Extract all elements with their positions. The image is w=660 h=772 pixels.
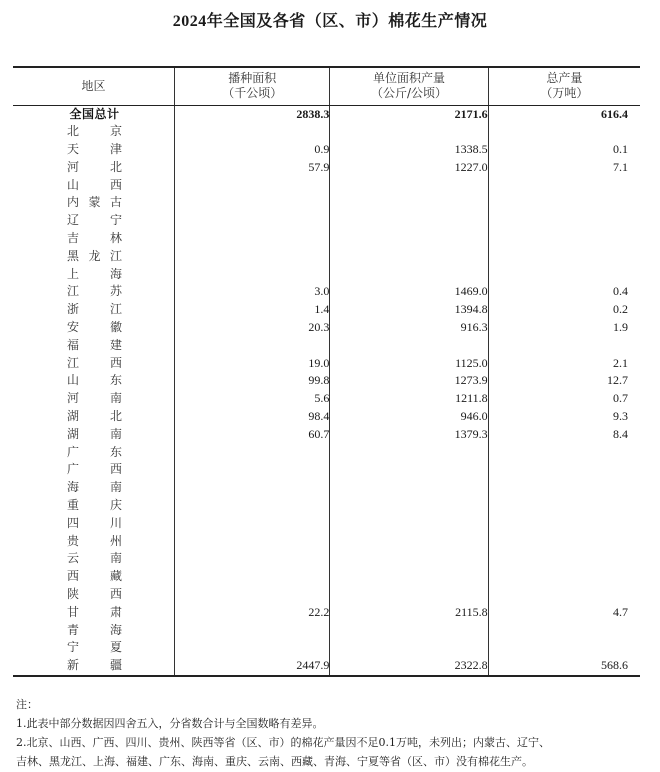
table-row: [13, 444, 640, 462]
sown-area-cell: [175, 177, 330, 195]
yield-cell: 2115.8: [330, 604, 488, 622]
table-row: [13, 568, 640, 586]
output-cell: 0.4: [488, 283, 640, 301]
yield-cell: [330, 515, 488, 533]
sown-area-cell: 99.8: [175, 372, 330, 390]
region-cell: [13, 426, 175, 444]
sown-area-cell: 60.7: [175, 426, 330, 444]
table-row: [13, 337, 640, 355]
region-cell: [13, 283, 175, 301]
table-row: [13, 479, 640, 497]
sown-area-cell: [175, 533, 330, 551]
table-row: [13, 426, 640, 444]
output-cell: 0.1: [488, 141, 640, 159]
table-row: [13, 266, 640, 284]
region-name: 福 建: [67, 337, 122, 352]
output-cell: [488, 639, 640, 657]
output-cell: [488, 568, 640, 586]
region-cell: [13, 604, 175, 622]
sown-area-cell: 98.4: [175, 408, 330, 426]
note-line: 吉林、黑龙江、上海、福建、广东、海南、重庆、云南、西藏、青海、宁夏等省（区、市）没有棉花生产。: [16, 755, 533, 768]
sown-area-cell: [175, 123, 330, 141]
yield-cell: 916.3: [330, 319, 488, 337]
region-name: 广 东: [67, 444, 122, 459]
page-title: 2024年全国及各省（区、市）棉花生产情况: [172, 13, 488, 30]
output-cell: 9.3: [488, 408, 640, 426]
sown-area-cell: 5.6: [175, 390, 330, 408]
output-cell: 0.7: [488, 390, 640, 408]
yield-cell: [330, 123, 488, 141]
output-cell: [488, 550, 640, 568]
region-cell: [13, 657, 175, 676]
output-cell: 0.2: [488, 301, 640, 319]
table-row: [13, 533, 640, 551]
yield-cell: 1227.0: [330, 159, 488, 177]
sown-area-cell: [175, 461, 330, 479]
output-cell: [488, 461, 640, 479]
region-cell: [13, 622, 175, 640]
header-total-output: 总产量 （万吨）: [488, 67, 640, 105]
cotton-production-table: [13, 66, 640, 677]
region-name: 北 京: [67, 124, 122, 139]
sown-area-cell: [175, 444, 330, 462]
region-cell: [13, 444, 175, 462]
sown-area-cell: [175, 639, 330, 657]
region-name: 河 南: [67, 391, 122, 406]
table-row: [13, 622, 640, 640]
region-name: 广 西: [67, 462, 122, 477]
region-name: 贵 州: [67, 533, 122, 548]
region-name: 全国总计: [69, 106, 120, 121]
region-cell: [13, 266, 175, 284]
table-row: [13, 515, 640, 533]
yield-cell: 2171.6: [330, 105, 488, 123]
region-cell: [13, 141, 175, 159]
yield-cell: [330, 461, 488, 479]
yield-cell: 1379.3: [330, 426, 488, 444]
region-cell: [13, 497, 175, 515]
yield-cell: [330, 177, 488, 195]
yield-cell: 1125.0: [330, 355, 488, 373]
table-row: [13, 408, 640, 426]
yield-cell: [330, 533, 488, 551]
sown-area-cell: [175, 248, 330, 266]
region-cell: [13, 372, 175, 390]
yield-cell: [330, 266, 488, 284]
region-name: 上 海: [67, 266, 122, 281]
region-name: 天 津: [67, 142, 122, 157]
region-name: 新 疆: [67, 658, 122, 673]
table-row: [13, 639, 640, 657]
sown-area-cell: [175, 212, 330, 230]
region-cell: [13, 319, 175, 337]
output-cell: [488, 177, 640, 195]
sown-area-cell: 22.2: [175, 604, 330, 622]
yield-cell: [330, 444, 488, 462]
region-name: 云 南: [67, 551, 122, 566]
region-cell: [13, 550, 175, 568]
output-cell: 12.7: [488, 372, 640, 390]
sown-area-cell: [175, 337, 330, 355]
table-row: [13, 105, 640, 123]
output-cell: [488, 212, 640, 230]
sown-area-cell: 0.9: [175, 141, 330, 159]
sown-area-cell: [175, 515, 330, 533]
yield-cell: [330, 586, 488, 604]
yield-cell: [330, 497, 488, 515]
sown-area-cell: 20.3: [175, 319, 330, 337]
region-name: 吉 林: [67, 231, 122, 246]
region-cell: [13, 212, 175, 230]
sown-area-cell: [175, 622, 330, 640]
yield-cell: [330, 622, 488, 640]
region-name: 西 藏: [67, 569, 122, 584]
region-name: 甘 肃: [67, 604, 122, 619]
region-cell: [13, 105, 175, 123]
region-name: 山 东: [67, 373, 122, 388]
output-cell: 1.9: [488, 319, 640, 337]
region-cell: [13, 194, 175, 212]
table-row: [13, 212, 640, 230]
table-row: [13, 301, 640, 319]
region-cell: [13, 159, 175, 177]
table-row: [13, 586, 640, 604]
table-body: [13, 105, 640, 676]
output-cell: 4.7: [488, 604, 640, 622]
region-cell: [13, 479, 175, 497]
region-name: 山 西: [67, 177, 122, 192]
region-cell: [13, 355, 175, 373]
notes-label: 注：: [16, 698, 38, 711]
region-name: 江 西: [67, 355, 122, 370]
sown-area-cell: 19.0: [175, 355, 330, 373]
region-cell: [13, 337, 175, 355]
sown-area-cell: [175, 568, 330, 586]
yield-cell: 1469.0: [330, 283, 488, 301]
sown-area-cell: [175, 194, 330, 212]
table-row: [13, 355, 640, 373]
region-cell: [13, 408, 175, 426]
output-cell: 568.6: [488, 657, 640, 676]
sown-area-cell: [175, 586, 330, 604]
sown-area-cell: 3.0: [175, 283, 330, 301]
sown-area-cell: 57.9: [175, 159, 330, 177]
region-cell: [13, 390, 175, 408]
output-cell: [488, 337, 640, 355]
header-yield-per-area: 单位面积产量 （公斤/公顷）: [330, 67, 488, 105]
output-cell: 8.4: [488, 426, 640, 444]
table-row: [13, 141, 640, 159]
yield-cell: [330, 194, 488, 212]
region-name: 江 苏: [67, 284, 122, 299]
region-cell: [13, 177, 175, 195]
region-name: 安 徽: [67, 320, 122, 335]
region-name: 重 庆: [67, 498, 122, 513]
table-row: [13, 604, 640, 622]
output-cell: [488, 622, 640, 640]
table-row: [13, 123, 640, 141]
yield-cell: 946.0: [330, 408, 488, 426]
region-name: 青 海: [67, 622, 122, 637]
region-cell: [13, 533, 175, 551]
region-name: 内 蒙 古: [67, 195, 122, 210]
output-cell: [488, 586, 640, 604]
region-cell: [13, 301, 175, 319]
output-cell: [488, 444, 640, 462]
header-sown-area: 播种面积 （千公顷）: [175, 67, 330, 105]
yield-cell: 1338.5: [330, 141, 488, 159]
sown-area-cell: [175, 479, 330, 497]
yield-cell: 1394.8: [330, 301, 488, 319]
region-name: 海 南: [67, 480, 122, 495]
region-name: 黑 龙 江: [67, 248, 122, 263]
region-cell: [13, 123, 175, 141]
output-cell: [488, 194, 640, 212]
region-cell: [13, 639, 175, 657]
region-name: 宁 夏: [67, 640, 122, 655]
sown-area-cell: 2447.9: [175, 657, 330, 676]
footnotes: [16, 695, 656, 771]
sown-area-cell: [175, 230, 330, 248]
region-cell: [13, 230, 175, 248]
region-cell: [13, 248, 175, 266]
table-row: [13, 177, 640, 195]
table-row: [13, 248, 640, 266]
output-cell: [488, 515, 640, 533]
output-cell: [488, 248, 640, 266]
yield-cell: [330, 550, 488, 568]
yield-cell: [330, 212, 488, 230]
region-name: 四 川: [67, 515, 122, 530]
sown-area-cell: [175, 550, 330, 568]
table-row: [13, 230, 640, 248]
yield-cell: [330, 248, 488, 266]
output-cell: 2.1: [488, 355, 640, 373]
table-row: [13, 194, 640, 212]
table-row: [13, 372, 640, 390]
output-cell: 7.1: [488, 159, 640, 177]
output-cell: [488, 479, 640, 497]
region-name: 陕 西: [67, 587, 122, 602]
sown-area-cell: 1.4: [175, 301, 330, 319]
output-cell: [488, 123, 640, 141]
region-cell: [13, 586, 175, 604]
yield-cell: [330, 639, 488, 657]
region-cell: [13, 515, 175, 533]
region-name: 辽 宁: [67, 213, 122, 228]
note-line: 1.此表中部分数据因四舍五入，分省数合计与全国数略有差异。: [16, 717, 324, 730]
yield-cell: [330, 337, 488, 355]
yield-cell: [330, 230, 488, 248]
region-cell: [13, 568, 175, 586]
header-region: 地区: [13, 67, 175, 105]
output-cell: [488, 266, 640, 284]
region-name: 湖 北: [67, 409, 122, 424]
output-cell: [488, 533, 640, 551]
table-row: [13, 390, 640, 408]
yield-cell: 1211.8: [330, 390, 488, 408]
table-row: [13, 283, 640, 301]
table-header-row: [13, 67, 640, 105]
yield-cell: 1273.9: [330, 372, 488, 390]
output-cell: [488, 230, 640, 248]
table-row: [13, 550, 640, 568]
table-row: [13, 497, 640, 515]
sown-area-cell: [175, 266, 330, 284]
yield-cell: 2322.8: [330, 657, 488, 676]
table-row: [13, 159, 640, 177]
yield-cell: [330, 568, 488, 586]
note-line: 2.北京、山西、广西、四川、贵州、陕西等省（区、市）的棉花产量因不足0.1万吨，未列出；内蒙古、辽宁、: [16, 736, 550, 749]
region-name: 湖 南: [67, 426, 122, 441]
region-name: 浙 江: [67, 302, 122, 317]
region-cell: [13, 461, 175, 479]
table-row: [13, 461, 640, 479]
table-row: [13, 657, 640, 676]
output-cell: 616.4: [488, 105, 640, 123]
region-name: 河 北: [67, 159, 122, 174]
sown-area-cell: [175, 497, 330, 515]
yield-cell: [330, 479, 488, 497]
sown-area-cell: 2838.3: [175, 105, 330, 123]
output-cell: [488, 497, 640, 515]
table-row: [13, 319, 640, 337]
